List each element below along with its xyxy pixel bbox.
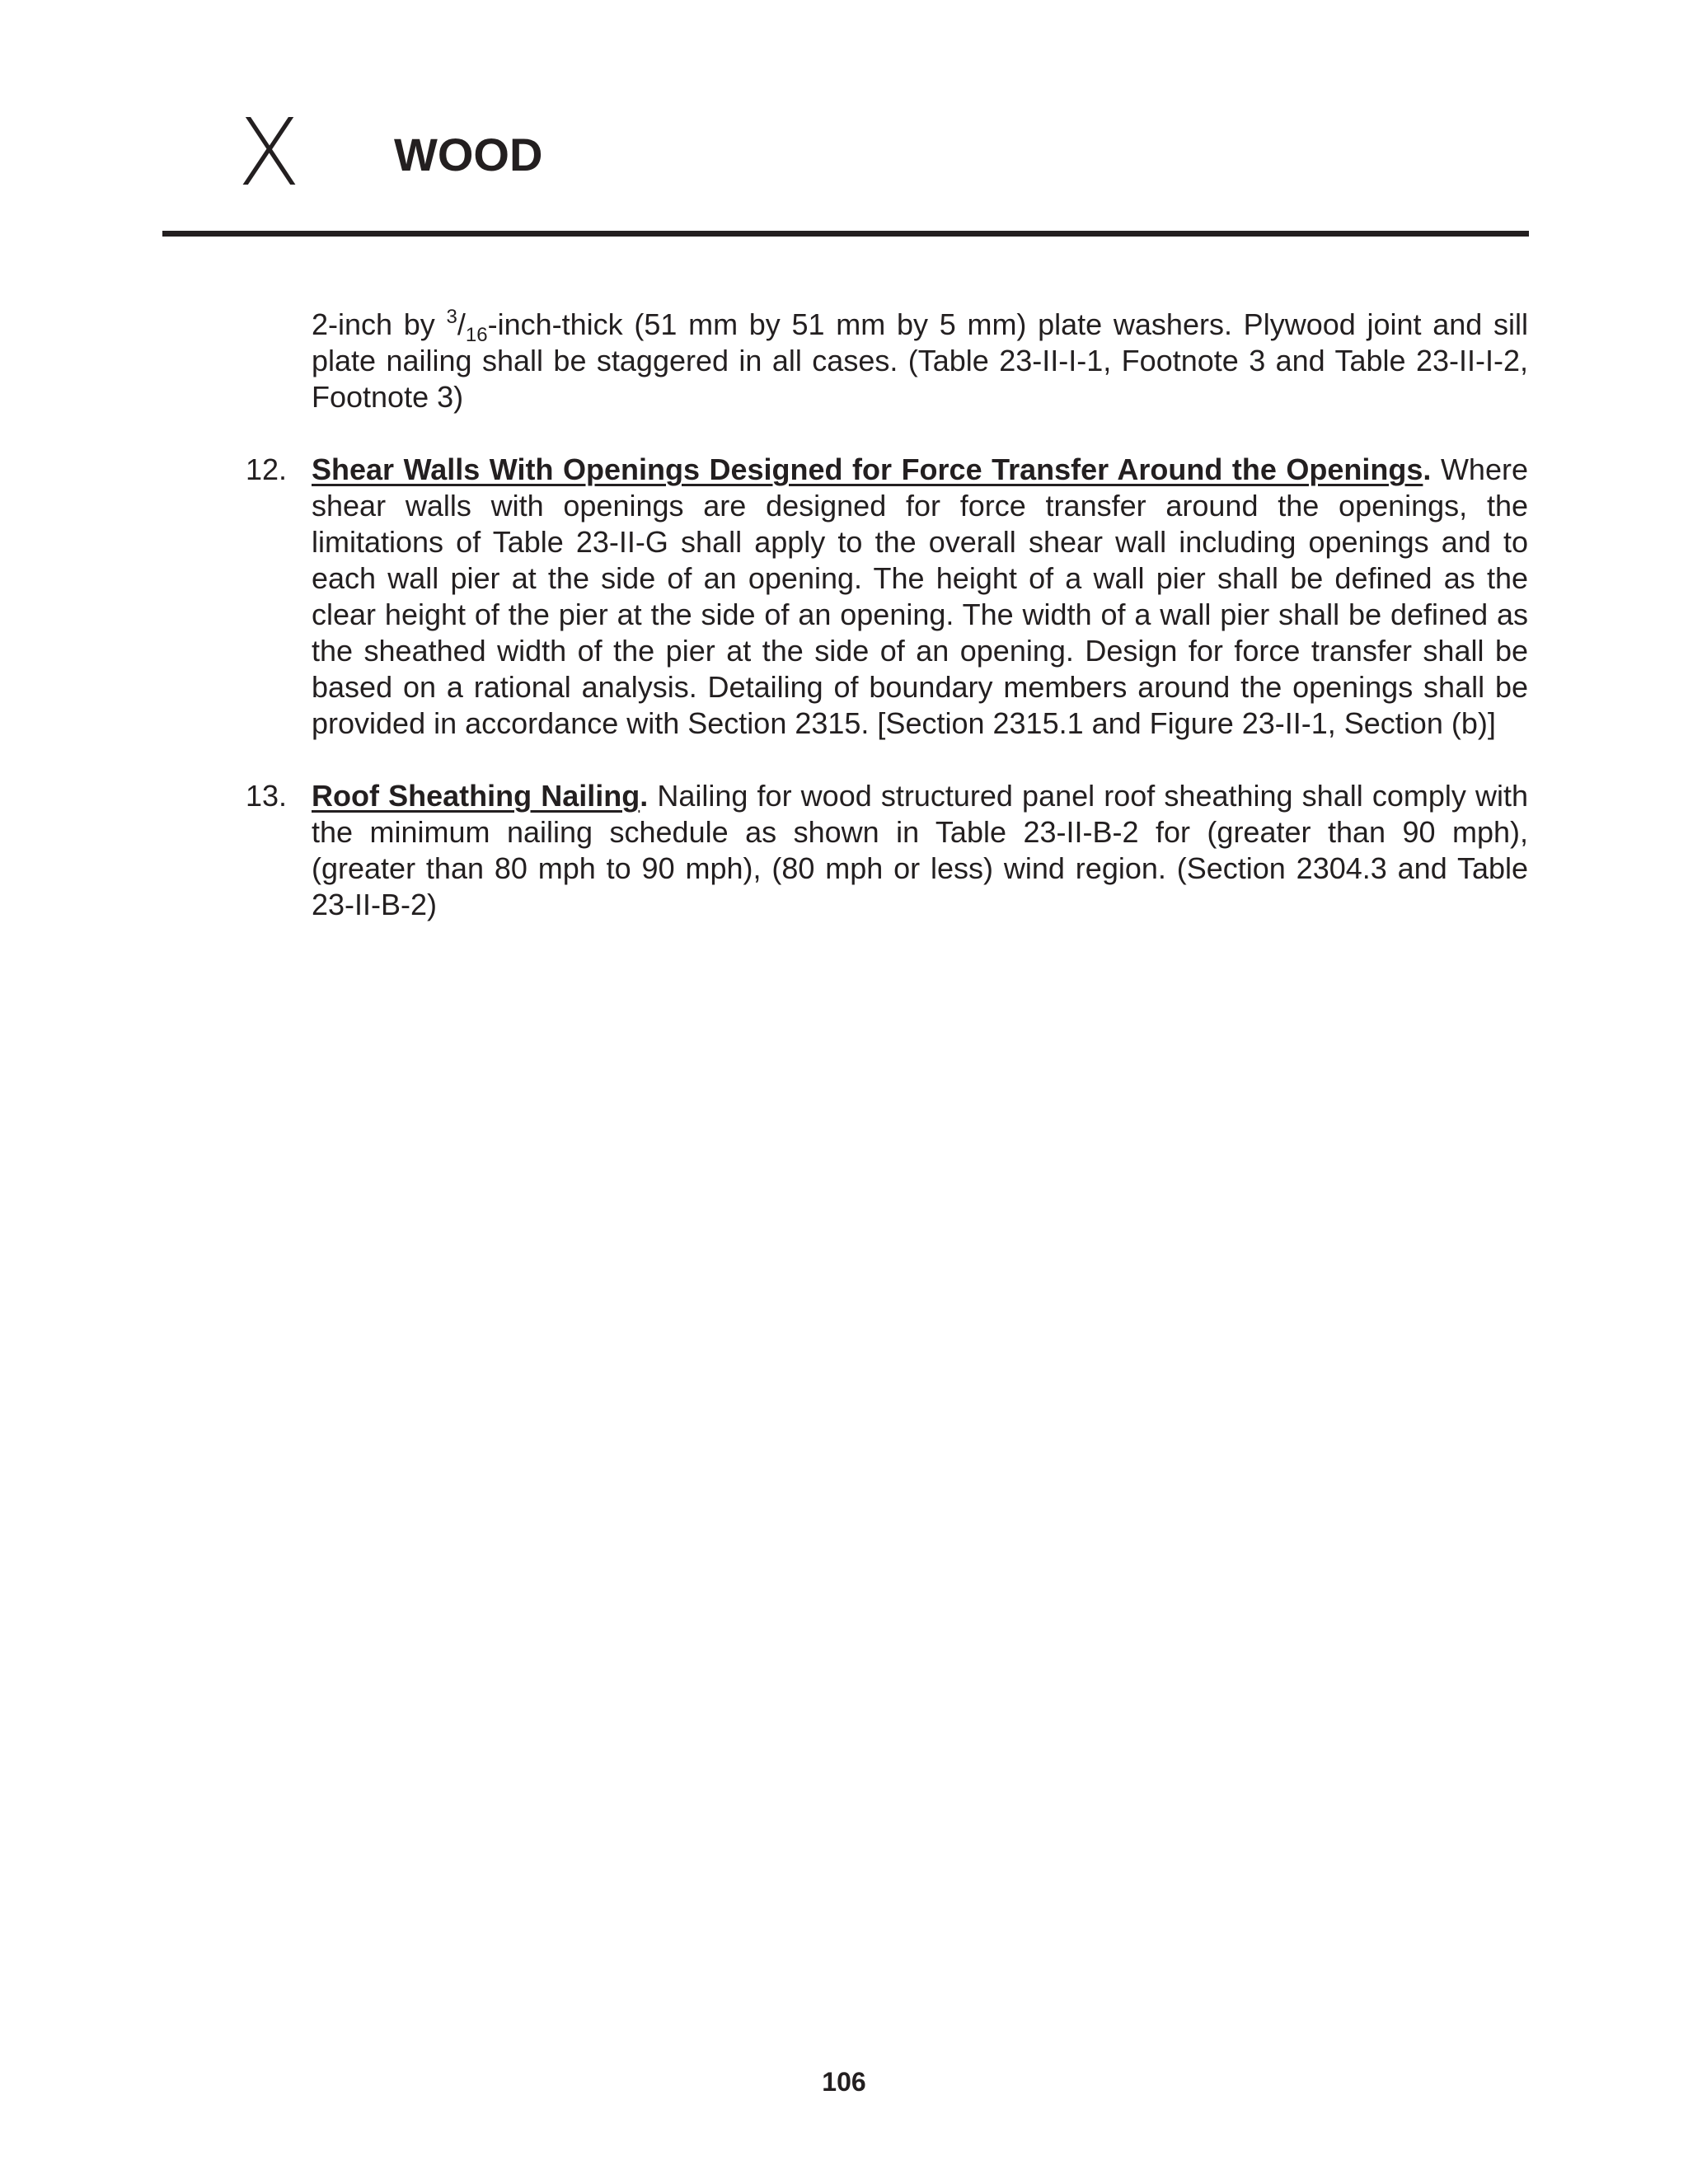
list-item-body: Nailing for wood structured panel roof sheathing shall comply with the minimum nailing schedule as shown in Table 23-II-B-2 for (greater than 90 mph), (greater than 80 mph to 90 mph), (80 mph or less) wind region. (Section 2304.3 and Table 23-II-B-2)	[312, 779, 1528, 921]
list-item-text	[312, 778, 1528, 923]
page-content	[246, 306, 1528, 923]
page-header	[165, 0, 1525, 247]
fraction-numerator: 3	[446, 306, 457, 328]
list-item-12	[246, 452, 1528, 742]
list-item-number: 12.	[246, 452, 288, 486]
chapter-title: WOOD	[394, 129, 543, 180]
list-item-heading: Roof Sheathing Nailing	[312, 779, 640, 813]
list-item-heading-dot: .	[640, 779, 649, 813]
list-item-heading: Shear Walls With Openings Designed for Force Transfer Around the Openings	[312, 452, 1423, 486]
chapter-letter: X	[237, 100, 301, 207]
fraction-slash: /	[457, 307, 466, 341]
list-item-number: 13.	[246, 779, 288, 813]
continuation-text-end: -inch-thick (51 mm by 51 mm by 5 mm) plate washers. Plywood joint and sill plate nailing shall be staggered in all cases. (Table 23-II-I-1, Footnote 3 and Table 23-II-I-2, Footnote 3)	[312, 307, 1528, 414]
header-rule	[162, 231, 1529, 237]
list-item-heading-dot: .	[1423, 452, 1432, 486]
list-item-text	[312, 452, 1528, 742]
fraction-denominator: 16	[465, 324, 488, 346]
page-number: 106	[822, 2067, 866, 2097]
list-item-13	[246, 778, 1528, 923]
fraction	[446, 306, 488, 346]
continuation-paragraph	[312, 307, 1528, 415]
continuation-text-start: 2-inch by	[312, 307, 447, 341]
list-item-body: Where shear walls with openings are designed for force transfer around the openings, the limitations of Table 23-II-G shall apply to the overall shear wall including openings and to each wall pier at the side of an opening. The height of a wall pier shall be defined as the clear height of the pier at the side of an opening. The width of a wall pier shall be defined as the sheathed width of the pier at the side of an opening. Design for force transfer shall be based on a rational analysis. Detailing of boundary members around the openings shall be provided in accordance with Section 2315. [Section 2315.1 and Figure 23-II-1, Section (b)]	[312, 452, 1528, 740]
